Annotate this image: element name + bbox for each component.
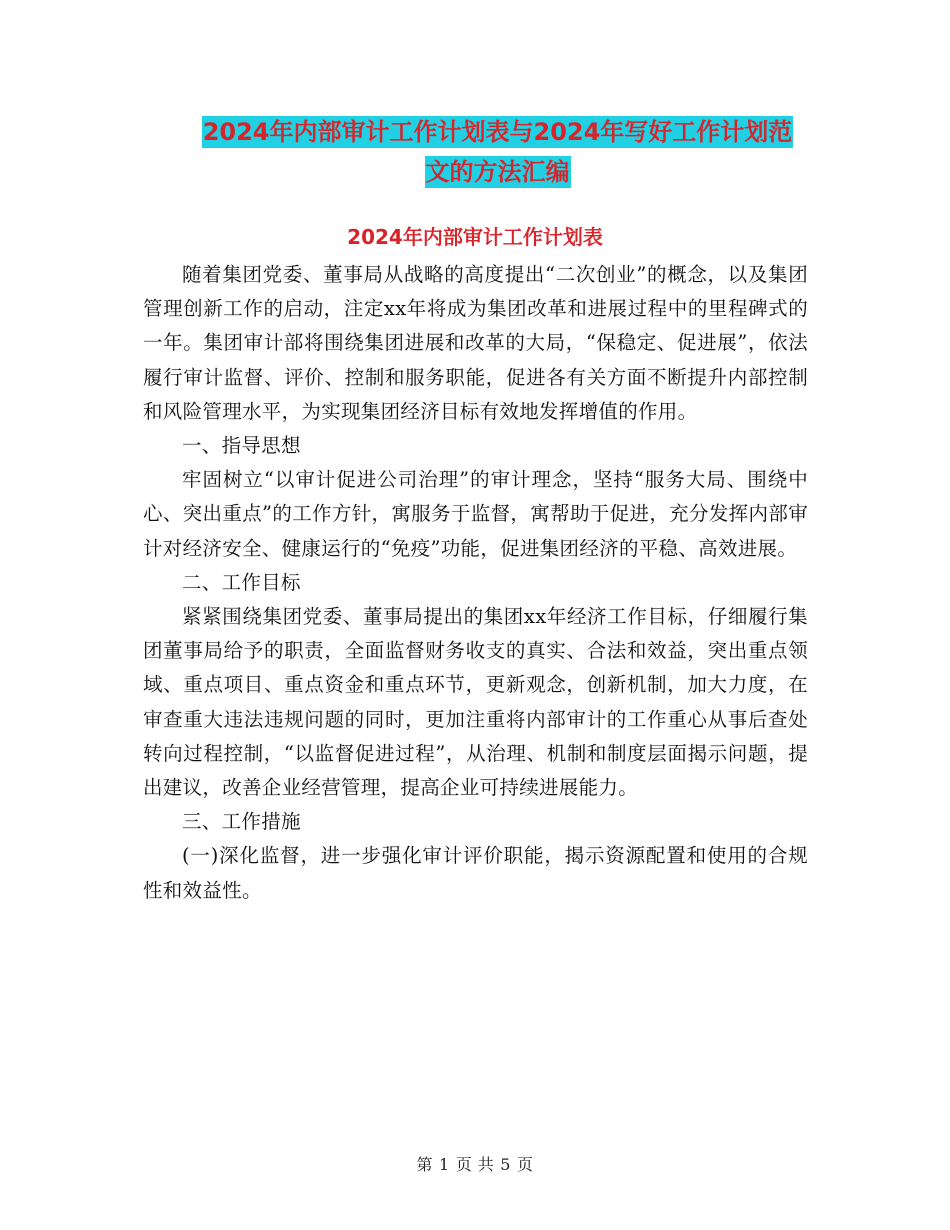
paragraph-work-goals: 紧紧围绕集团党委、董事局提出的集团xx年经济工作目标，仔细履行集团董事局给予的职责，全面监督财务收支的真实、合法和效益，突出重点领域、重点项目、重点资金和重点环节，更新观念，创新机制，加大力度，在审查重大违法违规问题的同时，更加注重将内部审计的工作重心从事后查处转向过程控制，“以监督促进过程”，从治理、机制和制度层面揭示问题，提出建议，改善企业经营管理，提高企业可持续进展能力。 (143, 605, 808, 800)
footer-suffix: 页 (516, 1155, 534, 1174)
heading-work-goals: 二、工作目标 (182, 570, 301, 594)
document-body (143, 258, 808, 908)
footer-mid: 页 共 (455, 1155, 495, 1174)
footer-total-pages: 5 (500, 1155, 511, 1174)
heading-work-measures: 三、工作措施 (182, 810, 301, 834)
heading-guiding-ideology: 一、指导思想 (182, 434, 301, 458)
paragraph-measure-1: (一)深化监督，进一步强化审计评价职能，揭示资源配置和使用的合规性和效益性。 (143, 844, 808, 902)
document-title-line-1: 2024年内部审计工作计划表与2024年写好工作计划范 (202, 118, 793, 146)
footer-current-page: 1 (439, 1155, 450, 1174)
document-title-line-2: 文的方法汇编 (425, 158, 570, 186)
document-title (185, 112, 810, 192)
page-footer (0, 1153, 950, 1177)
footer-prefix: 第 (416, 1155, 434, 1174)
paragraph-guiding-ideology: 牢固树立“以审计促进公司治理”的审计理念，坚持“服务大局、围绕中心、突出重点”的工作方针，寓服务于监督，寓帮助于促进，充分发挥内部审计对经济安全、健康运行的“免疫”功能，促进集团经济的平稳、高效进展。 (143, 468, 808, 560)
paragraph-intro: 随着集团党委、董事局从战略的高度提出“二次创业”的概念，以及集团管理创新工作的启动，注定xx年将成为集团改革和进展过程中的里程碑式的一年。集团审计部将围绕集团进展和改革的大局，“保稳定、促进展”，依法履行审计监督、评价、控制和服务职能，促进各有关方面不断提升内部控制和风险管理水平，为实现集团经济目标有效地发挥增值的作用。 (143, 263, 808, 423)
section-title: 2024年内部审计工作计划表 (347, 225, 603, 249)
